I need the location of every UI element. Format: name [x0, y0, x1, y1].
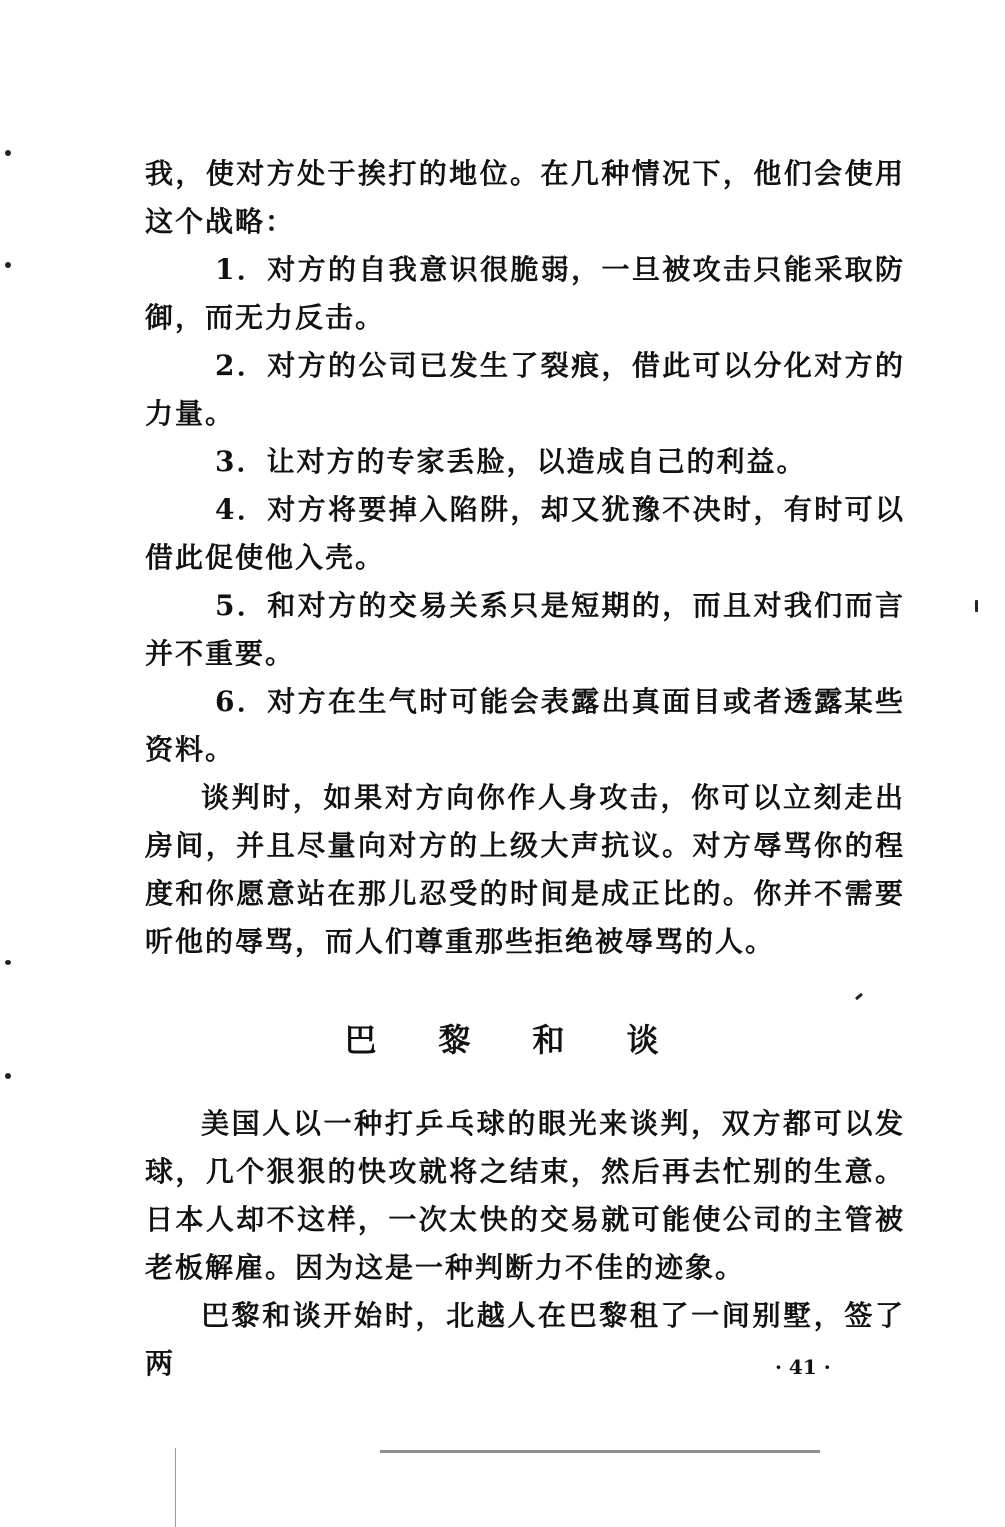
scan-artifact-dot [5, 262, 11, 268]
heading-char: 和 [532, 1021, 567, 1059]
heading-char: 巴 [344, 1021, 379, 1059]
scan-artifact-line [380, 1450, 820, 1453]
paragraph: 谈判时，如果对方向你作人身攻击，你可以立刻走出房间，并且尽量向对方的上级大声抗议。对方辱骂你的程度和你愿意站在那儿忍受的时间是成正比的。你并不需要听他的辱骂，而人们尊重那些拒绝被辱骂的人。 [145, 781, 905, 958]
body-text-top [145, 150, 905, 966]
scan-artifact-dot [5, 960, 11, 965]
scan-artifact-dot [5, 1073, 11, 1079]
list-item-3: 3．让对方的专家丢脸，以造成自己的利益。 [215, 445, 807, 478]
scan-artifact-dot [855, 993, 863, 1000]
list-item-1: 1．对方的自我意识很脆弱，一旦被攻击只能采取防御，而无力反击。 [145, 253, 905, 334]
page-number: · 41 · [775, 1355, 831, 1379]
list-item-4: 4．对方将要掉入陷阱，却又犹豫不决时，有时可以借此促使他入壳。 [145, 493, 905, 574]
list-item-2: 2．对方的公司已发生了裂痕，借此可以分化对方的力量。 [145, 349, 905, 430]
scan-artifact-dot [5, 150, 11, 156]
paragraph: 我，使对方处于挨打的地位。在几种情况下，他们会使用这个战略： [145, 157, 905, 238]
scan-artifact-gutter [175, 1448, 176, 1527]
list-item-6: 6．对方在生气时可能会表露出真面目或者透露某些资料。 [145, 685, 905, 766]
paragraph: 巴黎和谈开始时，北越人在巴黎租了一间别墅，签了两 [145, 1299, 905, 1380]
heading-char: 黎 [438, 1021, 473, 1059]
scan-artifact-dot [975, 600, 978, 612]
body-text-bottom [145, 1100, 905, 1388]
list-item-5: 5．和对方的交易关系只是短期的，而且对我们而言并不重要。 [145, 589, 905, 670]
heading-char: 谈 [626, 1021, 661, 1059]
paragraph: 美国人以一种打乒乓球的眼光来谈判，双方都可以发球，几个狠狠的快攻就将之结束，然后再去忙别的生意。日本人却不这样，一次太快的交易就可能使公司的主管被老板解雇。因为这是一种判断力不佳的迹象。 [145, 1107, 905, 1284]
section-heading [0, 1015, 1005, 1061]
